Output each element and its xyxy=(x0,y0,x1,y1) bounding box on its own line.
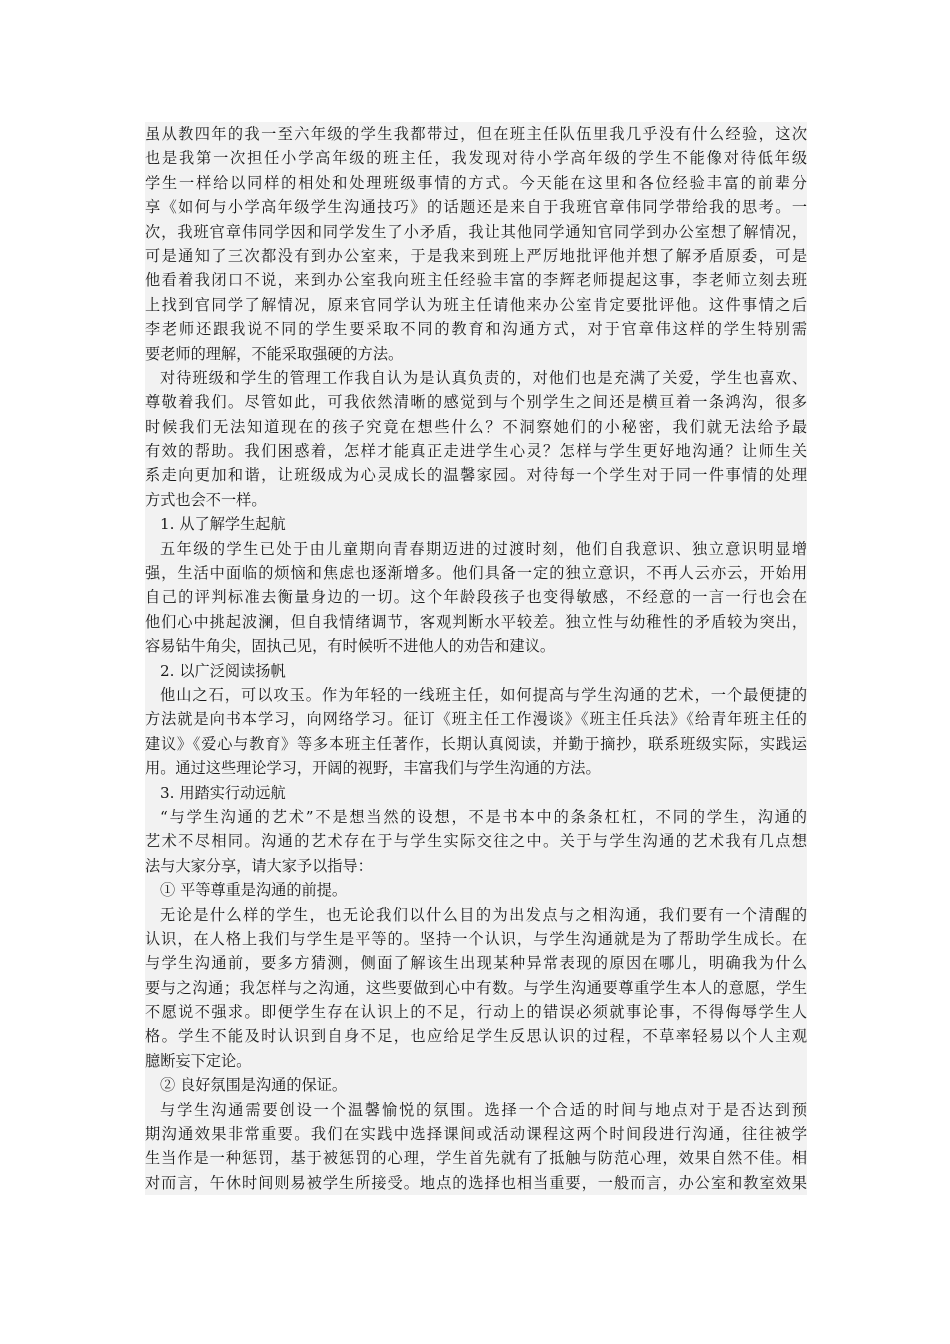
text-line: 虽从教四年的我一至六年级的学生我都带过，但在班主任队伍里我几乎没有什么经验，这次 xyxy=(145,125,807,143)
text-line: 方法就是向书本学习，向网络学习。征订《班主任工作漫谈》《班主任兵法》《给青年班主任的 xyxy=(145,710,807,729)
text-line: 建议》《爱心与教育》等多本班主任著作，长期认真阅读，并勤于摘抄，联系班级实际，实践运 xyxy=(145,734,807,753)
text-line: 不愿说不强求。即便学生存在认识上的不足，行动上的错误必须就事论事，不得侮辱学生人 xyxy=(145,1003,807,1022)
subsection-heading: ① 平等尊重是沟通的前提。 xyxy=(160,881,348,900)
text-line: 期沟通效果非常重要。我们在实践中选择课间或活动课程这两个时间段进行沟通，往往被学 xyxy=(145,1125,807,1144)
text-line: 用。通过这些理论学习，开阔的视野，丰富我们与学生沟通的方法。 xyxy=(145,759,601,778)
text-line: 他看着我闭口不说，来到办公室我向班主任经验丰富的李辉老师提起这事，李老师立刻去班 xyxy=(145,271,807,290)
text-line: 对而言，午休时间则易被学生所接受。地点的选择也相当重要，一般而言，办公室和教室效果 xyxy=(145,1173,807,1192)
text-line: 尊敬着我们。尽管如此，可我依然清晰的感觉到与个别学生之间还是横亘着一条鸿沟，很多 xyxy=(145,393,807,412)
text-line: 系走向更加和谐，让班级成为心灵成长的温馨家园。对待每一个学生对于同一件事情的处理 xyxy=(145,466,807,485)
text-line: 认识，在人格上我们与学生是平等的。坚持一个认识，与学生沟通就是为了帮助学生成长。在 xyxy=(145,929,807,948)
text-line: 次，我班官章伟同学因和同学发生了小矛盾，我让其他同学通知官同学到办公室想了解情况， xyxy=(145,222,807,241)
text-line: 要老师的理解，不能采取强硬的方法。 xyxy=(145,344,404,363)
text-line: 法与大家分享，请大家予以指导： xyxy=(145,856,373,875)
text-line: 无论是什么样的学生，也无论我们以什么目的为出发点与之相沟通，我们要有一个清醒的 xyxy=(160,905,807,924)
text-line: 他山之石，可以攻玉。作为年轻的一线班主任，如何提高与学生沟通的艺术，一个最便捷的 xyxy=(160,685,807,704)
text-line: 艺术不尽相同。沟通的艺术存在于与学生实际交往之中。关于与学生沟通的艺术我有几点想 xyxy=(145,832,807,851)
text-line: 与学生沟通前，要多方猜测，侧面了解该生出现某种异常表现的原因在哪儿，明确我为什么 xyxy=(145,954,807,973)
document-body xyxy=(145,122,807,1195)
text-line: 李老师还跟我说不同的学生要采取不同的教育和沟通方式，对于官章伟这样的学生特别需 xyxy=(145,320,807,339)
text-line: 对待班级和学生的管理工作我自认为是认真负责的，对他们也是充满了关爱，学生也喜欢、 xyxy=(160,368,807,387)
text-line: 五年级的学生已处于由儿童期向青春期迈进的过渡时刻，他们自我意识、独立意识明显增 xyxy=(160,539,807,558)
text-line: 上找到官同学了解情况，原来官同学认为班主任请他来办公室肯定要批评他。这件事情之后 xyxy=(145,295,807,314)
section-heading: 1. 从了解学生起航 xyxy=(160,515,286,534)
text-line: 可是通知了三次都没有到办公室来，于是我来到班上严厉地批评他并想了解矛盾原委，可是 xyxy=(145,246,807,265)
text-line: 方式也会不一样。 xyxy=(145,490,267,509)
text-line: 有效的帮助。我们困惑着，怎样才能真正走进学生心灵？怎样与学生更好地沟通？让师生关 xyxy=(145,442,807,461)
text-line: 学生一样给以同样的相处和处理班级事情的方式。今天能在这里和各位经验丰富的前辈分 xyxy=(145,173,807,192)
text-line: 要与之沟通；我怎样与之沟通，这些要做到心中有数。与学生沟通要尊重学生本人的意愿，学生 xyxy=(145,978,807,997)
text-line: 自己的评判标准去衡量身边的一切。这个年龄段孩子也变得敏感，不经意的一言一行也会在 xyxy=(145,588,807,607)
text-line: 格。学生不能及时认识到自身不足，也应给足学生反思认识的过程，不草率轻易以个人主观 xyxy=(145,1027,807,1046)
section-heading: 2. 以广泛阅读扬帆 xyxy=(160,661,286,680)
subsection-heading: ② 良好氛围是沟通的保证。 xyxy=(160,1076,348,1095)
text-line: 时候我们无法知道现在的孩子究竟在想些什么？不洞察她们的小秘密，我们就无法给予最 xyxy=(145,417,807,436)
text-line: “与学生沟通的艺术”不是想当然的设想，不是书本中的条条杠杠，不同的学生，沟通的 xyxy=(160,807,807,826)
text-line: 臆断妄下定论。 xyxy=(145,1051,252,1070)
section-heading: 3. 用踏实行动远航 xyxy=(160,783,286,802)
text-line: 享《如何与小学高年级学生沟通技巧》的话题还是来自于我班官章伟同学带给我的思考。一 xyxy=(145,198,807,217)
text-line: 生当作是一种惩罚，基于被惩罚的心理，学生首先就有了抵触与防范心理，效果自然不佳。相 xyxy=(145,1149,807,1168)
text-line: 他们心中挑起波澜，但自我情绪调节，客观判断水平较差。独立性与幼稚性的矛盾较为突出， xyxy=(145,612,807,631)
text-line: 强，生活中面临的烦恼和焦虑也逐渐增多。他们具备一定的独立意识，不再人云亦云，开始用 xyxy=(145,564,807,583)
text-line: 容易钻牛角尖，固执己见，有时候听不进他人的劝告和建议。 xyxy=(145,637,556,656)
text-line: 也是我第一次担任小学高年级的班主任，我发现对待小学高年级的学生不能像对待低年级 xyxy=(145,149,807,168)
text-line: 与学生沟通需要创设一个温馨愉悦的氛围。选择一个合适的时间与地点对于是否达到预 xyxy=(160,1100,807,1119)
